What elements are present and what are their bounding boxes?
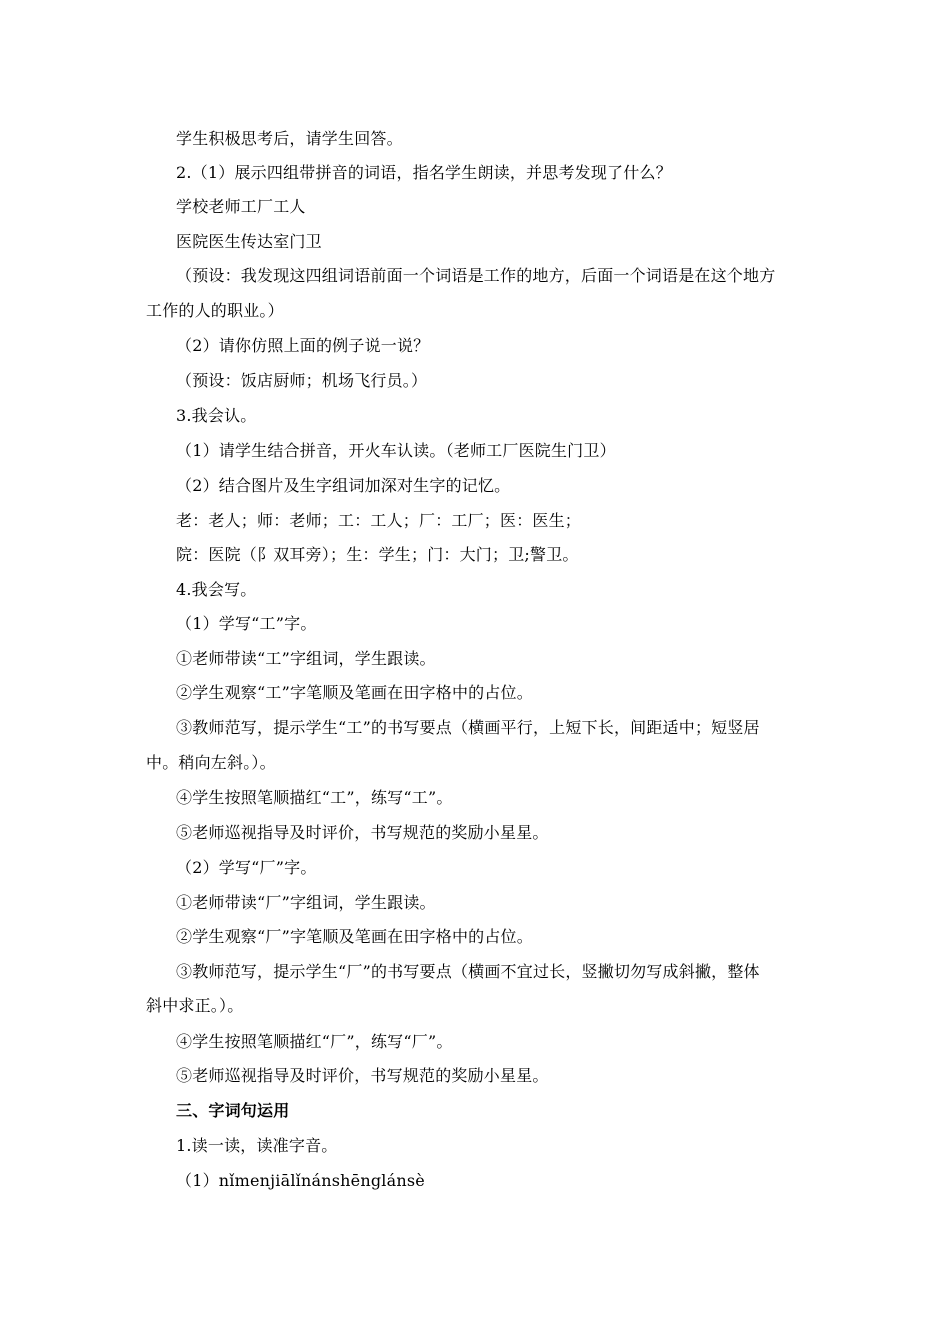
text-line: 学校老师工厂工人 <box>176 197 306 216</box>
text-line: ②学生观察“厂”字笔顺及笔画在田字格中的占位。 <box>176 927 533 946</box>
text-line: ③教师范写，提示学生“厂”的书写要点（横画不宜过长，竖撇切勿写成斜撇，整体 <box>176 962 760 981</box>
text-line: 医院医生传达室门卫 <box>176 232 322 251</box>
text-line: 斜中求正。）。 <box>146 996 244 1015</box>
section-heading: 三、字词句运用 <box>176 1101 290 1120</box>
text-line: （2）结合图片及生字组词加深对生字的记忆。 <box>176 476 511 495</box>
text-line: 中。稍向左斜。）。 <box>146 753 276 772</box>
text-line: （1）请学生结合拼音，开火车认读。（老师工厂医院生门卫） <box>176 441 616 460</box>
text-line: （1）nǐmenjiālǐnánshēnglánsè <box>176 1171 425 1190</box>
text-line: ①老师带读“厂”字组词，学生跟读。 <box>176 893 436 912</box>
text-line: （2）学写“厂”字。 <box>176 858 317 877</box>
text-line: ⑤老师巡视指导及时评价，书写规范的奖励小星星。 <box>176 823 549 842</box>
text-line: （2）请你仿照上面的例子说一说？ <box>176 336 430 355</box>
text-line: （预设：饭店厨师；机场飞行员。） <box>176 371 428 390</box>
text-line: ②学生观察“工”字笔顺及笔画在田字格中的占位。 <box>176 683 533 702</box>
text-line: 老：老人；师：老师；工：工人；厂：工厂；医：医生； <box>176 511 582 530</box>
text-line: （1）学写“工”字。 <box>176 614 317 633</box>
text-line: 4.我会写。 <box>176 580 257 599</box>
text-line: ①老师带读“工”字组词，学生跟读。 <box>176 649 436 668</box>
text-line: ⑤老师巡视指导及时评价，书写规范的奖励小星星。 <box>176 1066 549 1085</box>
text-line: ③教师范写，提示学生“工”的书写要点（横画平行，上短下长，间距适中；短竖居 <box>176 718 760 737</box>
text-line: 3.我会认。 <box>176 406 257 425</box>
text-line: 院：医院（阝双耳旁）；生：学生；门：大门；卫;警卫。 <box>176 545 579 564</box>
text-line: ④学生按照笔顺描红“工”，练写“工”。 <box>176 788 453 807</box>
text-line: ④学生按照笔顺描红“厂”，练写“厂”。 <box>176 1032 453 1051</box>
text-line: 1.读一读，读准字音。 <box>176 1136 338 1155</box>
text-line: 工作的人的职业。） <box>146 301 284 320</box>
text-line: 2.（1）展示四组带拼音的词语，指名学生朗读，并思考发现了什么？ <box>176 163 672 182</box>
text-line: 学生积极思考后，请学生回答。 <box>176 129 403 148</box>
text-line: （预设：我发现这四组词语前面一个词语是工作的地方，后面一个词语是在这个地方 <box>176 266 776 285</box>
